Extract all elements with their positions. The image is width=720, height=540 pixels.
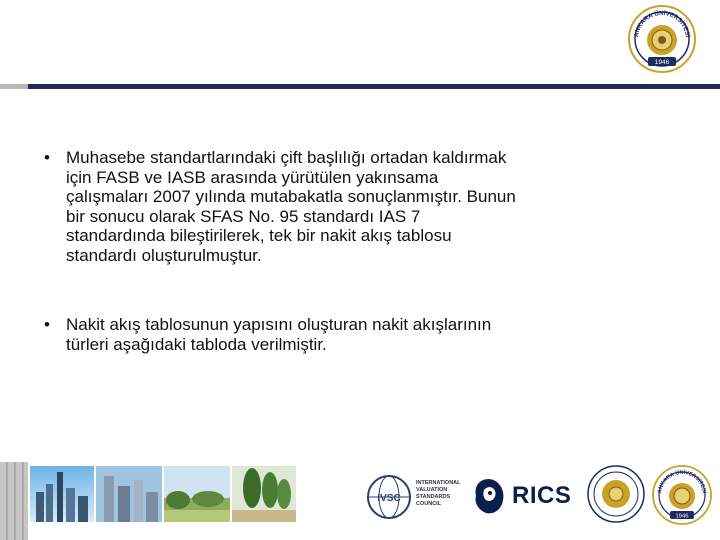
ivsc-line: COUNCIL — [416, 501, 442, 507]
round-seal-icon — [586, 464, 646, 524]
ivsc-monogram: IVSC — [377, 493, 401, 504]
lion-icon — [470, 476, 508, 516]
ivsc-line: VALUATION — [416, 487, 448, 493]
rics-wordmark: RICS — [512, 482, 572, 509]
bullet-glyph: • — [44, 315, 50, 334]
trees-photo-icon — [232, 466, 296, 522]
landscape-photo-icon — [164, 466, 230, 522]
bullet-line: bir sonucu olarak SFAS No. 95 standardı IAS 7 — [66, 206, 421, 226]
skyline-photo-icon — [96, 466, 162, 522]
bullet-glyph: • — [44, 148, 50, 167]
bullet-line: standardı oluşturulmuştur. — [66, 245, 262, 265]
bullet-line: çalışmaları 2007 yılında mutabakatla sonuçlanmıştır. Bunun — [66, 187, 516, 206]
slide-body — [44, 148, 624, 404]
bullet-line: için FASB ve IASB arasında yürütülen yakınsama — [66, 167, 439, 187]
bullet-line: Nakit akış tablosunun yapısını oluşturan nakit akışlarının — [66, 315, 492, 334]
city-photo-icon — [30, 466, 94, 522]
seal-ring-text: ANKARA ÜNİVERSİTESİ — [657, 469, 707, 494]
seal-ring-text: ANKARA ÜNİVERSİTESİ — [633, 9, 691, 38]
university-seal-icon — [650, 464, 714, 526]
ivsc-wordmark — [416, 480, 461, 508]
seal-year: 1946 — [675, 513, 689, 520]
seal-year: 1946 — [654, 59, 670, 66]
bullet-line: türleri aşağıdaki tabloda verilmiştir. — [66, 334, 327, 354]
university-seal-icon — [628, 5, 696, 73]
bullet-item — [44, 148, 624, 265]
header-rule-left — [0, 84, 28, 89]
footer-stripe — [0, 462, 28, 540]
ivsc-logo — [364, 462, 464, 540]
rics-logo — [468, 462, 578, 540]
ivsc-line: INTERNATIONAL — [416, 480, 461, 486]
bullet-item — [44, 315, 624, 354]
bullet-line: Muhasebe standartlarındaki çift başlılığı ortadan kaldırmak — [66, 148, 507, 167]
ivsc-line: STANDARDS — [416, 494, 451, 500]
bullet-line: standardında bileştirilerek, tek bir nakit akış tablosu — [66, 226, 452, 245]
header-rule — [28, 84, 720, 89]
ivsc-globe-icon — [366, 474, 412, 520]
